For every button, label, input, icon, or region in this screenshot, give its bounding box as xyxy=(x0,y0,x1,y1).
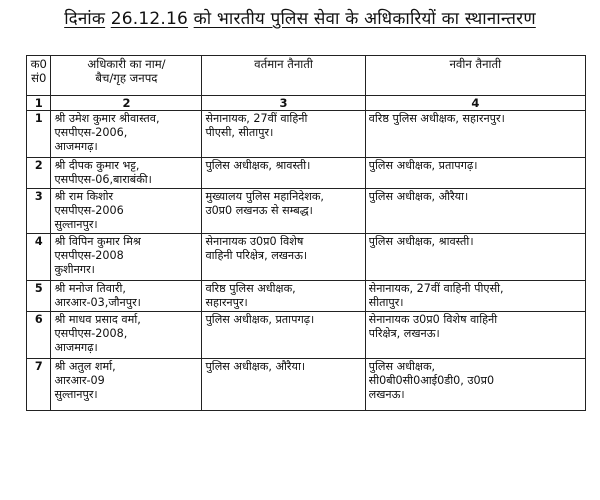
new-posting-cell xyxy=(365,234,585,281)
new-posting-line: पुलिस अधीक्षक, xyxy=(368,360,436,373)
officer-cell xyxy=(51,111,202,158)
current-posting-line: वाहिनी परिक्षेत्र, लखनऊ। xyxy=(205,249,308,262)
title-text: को भारतीय पुलिस सेवा के अधिकारियों का स्थानान्तरण xyxy=(193,9,536,29)
row-serial xyxy=(27,158,51,189)
current-posting-cell xyxy=(202,281,365,312)
new-posting-line: वरिष्ठ पुलिस अधीक्षक, सहारनपुर। xyxy=(368,112,505,125)
title-prefix: दिनांक xyxy=(64,9,106,29)
new-posting-line: लखनऊ। xyxy=(368,388,405,401)
new-posting-line: सेनानायक उ0प्र0 विशेष वाहिनी xyxy=(368,313,498,326)
serial-number: 2 xyxy=(34,159,43,172)
serial-number: 3 xyxy=(34,190,43,203)
current-posting-line: उ0प्र0 लखनऊ से सम्बद्ध। xyxy=(205,204,313,217)
officer-line: एसपीएस-2008, xyxy=(54,327,128,340)
current-posting-line: पुलिस अधीक्षक, प्रतापगढ़। xyxy=(205,313,315,326)
new-posting-line: सेनानायक, 27वीं वाहिनी पीएसी, xyxy=(368,282,504,295)
officer-cell xyxy=(51,189,202,234)
new-posting-line: परिक्षेत्र, लखनऊ। xyxy=(368,327,440,340)
column-number: 1 xyxy=(27,96,51,111)
officer-line: श्री विपिन कुमार मिश्र xyxy=(54,235,141,248)
new-posting-cell xyxy=(365,312,585,359)
officer-cell xyxy=(51,234,202,281)
officer-line: एसपीएस-2006, xyxy=(54,126,128,139)
officer-line: सुल्तानपुर। xyxy=(54,388,98,401)
row-serial xyxy=(27,111,51,158)
new-posting-line: सीतापुर। xyxy=(368,296,404,309)
new-posting-line: पुलिस अधीक्षक, औरैया। xyxy=(368,190,469,203)
current-posting-cell xyxy=(202,312,365,359)
table-row xyxy=(27,189,586,234)
officer-line: आरआर-09 xyxy=(54,374,105,387)
officer-line: आजमगढ़। xyxy=(54,140,98,153)
current-posting-line: सेनानायक उ0प्र0 विशेष xyxy=(205,235,304,248)
officer-line: श्री दीपक कुमार भट्ट, xyxy=(54,159,140,172)
column-number: 4 xyxy=(365,96,585,111)
current-posting-cell xyxy=(202,234,365,281)
current-posting-line: सेनानायक, 27वीं वाहिनी xyxy=(205,112,308,125)
serial-number: 6 xyxy=(34,313,43,326)
row-serial xyxy=(27,359,51,411)
table-body xyxy=(27,111,586,411)
serial-number: 1 xyxy=(34,112,43,125)
serial-number: 5 xyxy=(34,282,43,295)
new-posting-line: पुलिस अधीक्षक, श्रावस्ती। xyxy=(368,235,474,248)
header-row xyxy=(27,56,586,96)
row-serial xyxy=(27,234,51,281)
officer-line: श्री मनोज तिवारी, xyxy=(54,282,126,295)
column-number: 3 xyxy=(202,96,365,111)
current-posting-line: मुख्यालय पुलिस महानिदेशक, xyxy=(205,190,324,203)
serial-number: 7 xyxy=(34,360,43,373)
serial-number: 4 xyxy=(34,235,43,248)
new-posting-cell xyxy=(365,111,585,158)
title-date: 26.12.16 xyxy=(110,9,189,29)
officer-cell xyxy=(51,281,202,312)
officer-line: एसपीएस-2006 xyxy=(54,204,124,217)
row-serial xyxy=(27,312,51,359)
officer-cell xyxy=(51,312,202,359)
row-serial xyxy=(27,281,51,312)
officer-line: श्री उमेश कुमार श्रीवास्तव, xyxy=(54,112,160,125)
row-serial xyxy=(27,189,51,234)
new-posting-line: पुलिस अधीक्षक, प्रतापगढ़। xyxy=(368,159,478,172)
column-number: 2 xyxy=(51,96,202,111)
officer-cell xyxy=(51,158,202,189)
officer-line: सुल्तानपुर। xyxy=(54,218,98,231)
officer-header: अधिकारी का नाम/ बैच/गृह जनपद xyxy=(51,56,202,96)
current-posting-line: पीएसी, सीतापुर। xyxy=(205,126,274,139)
page-title xyxy=(0,6,600,29)
current-posting-line: पुलिस अधीक्षक, श्रावस्ती। xyxy=(205,159,311,172)
table-row xyxy=(27,281,586,312)
officer-line: आजमगढ़। xyxy=(54,341,98,354)
column-number-row xyxy=(27,96,586,111)
new-posting-cell xyxy=(365,158,585,189)
serial-header: क0 सं0 xyxy=(27,56,51,96)
table-row xyxy=(27,234,586,281)
officer-line: श्री माधव प्रसाद वर्मा, xyxy=(54,313,141,326)
new-posting-line: सी0बी0सी0आई0डी0, उ0प्र0 xyxy=(368,374,495,387)
officer-line: आरआर-03,जौनपुर। xyxy=(54,296,141,309)
new-posting-cell xyxy=(365,189,585,234)
table-row xyxy=(27,312,586,359)
new-posting-cell xyxy=(365,281,585,312)
table-row xyxy=(27,359,586,411)
new-posting-header: नवीन तैनाती xyxy=(365,56,585,96)
officer-line: एसपीएस-2008 xyxy=(54,249,124,262)
officer-line: श्री राम किशोर xyxy=(54,190,114,203)
current-posting-line: पुलिस अधीक्षक, औरैया। xyxy=(205,360,306,373)
officer-line: कुशीनगर। xyxy=(54,263,95,276)
current-posting-cell xyxy=(202,359,365,411)
officer-cell xyxy=(51,359,202,411)
current-posting-line: सहारनपुर। xyxy=(205,296,248,309)
officer-line: श्री अतुल शर्मा, xyxy=(54,360,116,373)
new-posting-cell xyxy=(365,359,585,411)
transfer-table xyxy=(26,55,586,411)
current-posting-header: वर्तमान तैनाती xyxy=(202,56,365,96)
current-posting-cell xyxy=(202,189,365,234)
officer-line: एसपीएस-06,बाराबंकी। xyxy=(54,173,152,186)
current-posting-line: वरिष्ठ पुलिस अधीक्षक, xyxy=(205,282,296,295)
current-posting-cell xyxy=(202,111,365,158)
table-row xyxy=(27,111,586,158)
table-row xyxy=(27,158,586,189)
current-posting-cell xyxy=(202,158,365,189)
